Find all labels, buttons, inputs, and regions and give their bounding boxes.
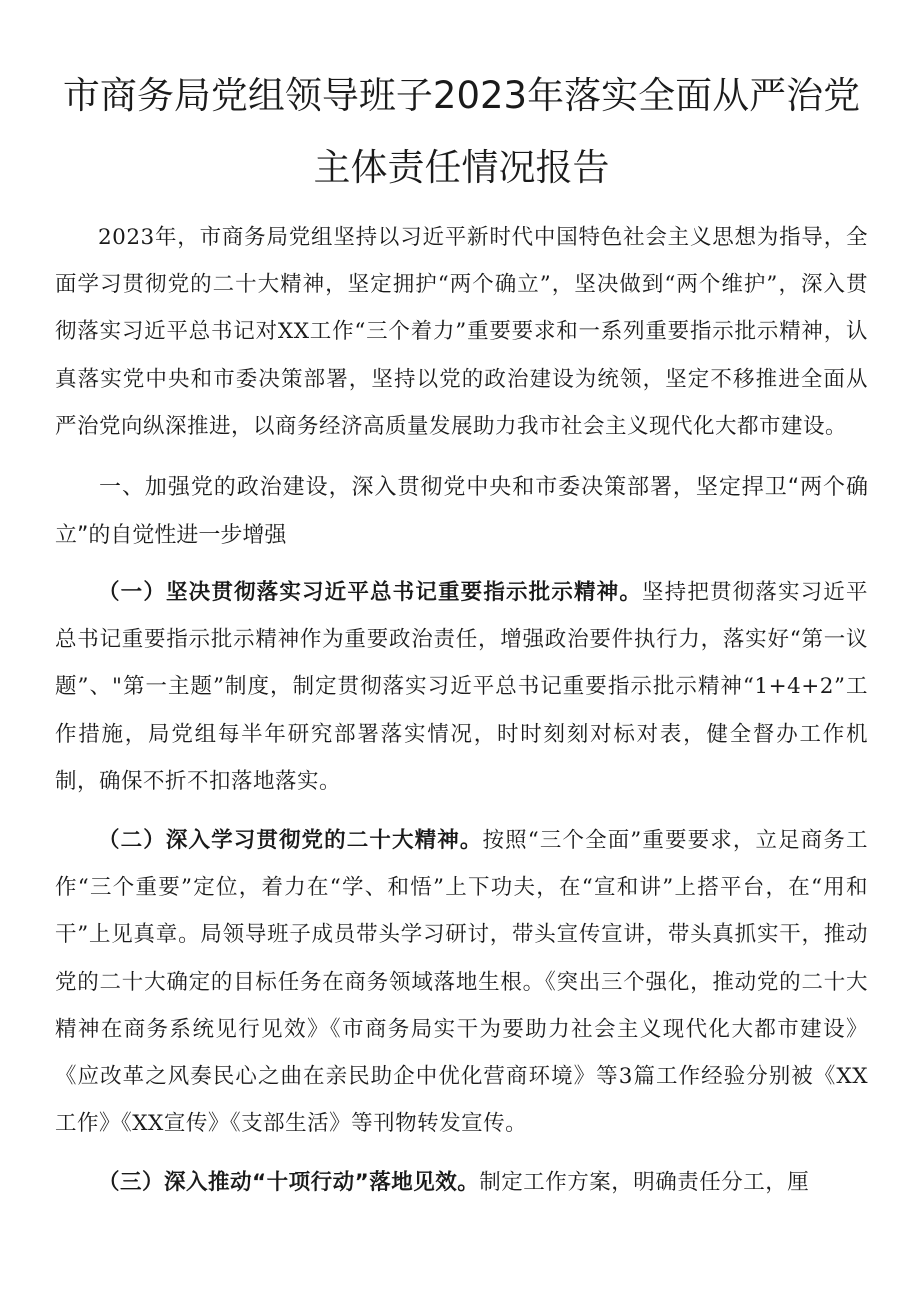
section-1-heading: 一、加强党的政治建设，深入贯彻党中央和市委决策部署，坚定捍卫“两个确立”的自觉性进一步增强 <box>55 475 868 548</box>
item-1-heading: （一）坚决贯彻落实习近平总书记重要指示批示精神。 <box>98 580 642 606</box>
intro-paragraph: 2023年，市商务局党组坚持以习近平新时代中国特色社会主义思想为指导，全面学习贯彻党的二十大精神，坚定拥护“两个确立”，坚决做到“两个维护”，深入贯彻落实习近平总书记对XX工作“三个着力”重要要求和一系列重要指示批示精神，认真落实党中央和市委决策部署，坚持以党的政治建设为统领，坚定不移推进全面从严治党向纵深推进，以商务经济高质量发展助力我市社会主义现代化大都市建设。 <box>55 225 868 439</box>
item-1-paragraph <box>55 569 868 805</box>
document-title: 市商务局党组领导班子2023年落实全面从严治党主体责任情况报告 <box>62 74 861 189</box>
item-3-body: 制定工作方案，明确责任分工，厘 <box>479 1170 810 1196</box>
item-3-paragraph <box>55 1159 868 1206</box>
item-3-heading: （三）深入推动“十项行动”落地见效。 <box>98 1170 480 1196</box>
item-1-body: 坚持把贯彻落实习近平总书记重要指示批示精神作为重要政治责任，增强政治要件执行力，落实好“第一议题”、"第一主题”制度，制定贯彻落实习近平总书记重要指示批示精神“1+4+2”工作措施，局党组每半年研究部署落实情况，时时刻刻对标对表，健全督办工作机制，确保不折不扣落地落实。 <box>55 580 868 794</box>
item-2-heading: （二）深入学习贯彻党的二十大精神。 <box>98 828 483 854</box>
item-2-paragraph <box>55 817 868 1147</box>
item-2-body: 按照“三个全面”重要要求，立足商务工作“三个重要”定位，着力在“学、和悟”上下功夫，在“宣和讲”上搭平台，在“用和干”上见真章。局领导班子成员带头学习研讨，带头宣传宣讲，带头真抓实干，推动党的二十大确定的目标任务在商务领域落地生根。《突出三个强化，推动党的二十大精神在商务系统见行见效》《市商务局实干为要助力社会主义现代化大都市建设》《应改革之风奏民心之曲在亲民助企中优化营商环境》等3篇工作经验分别被《XX工作》《XX宣传》《支部生活》等刊物转发宣传。 <box>55 828 868 1137</box>
